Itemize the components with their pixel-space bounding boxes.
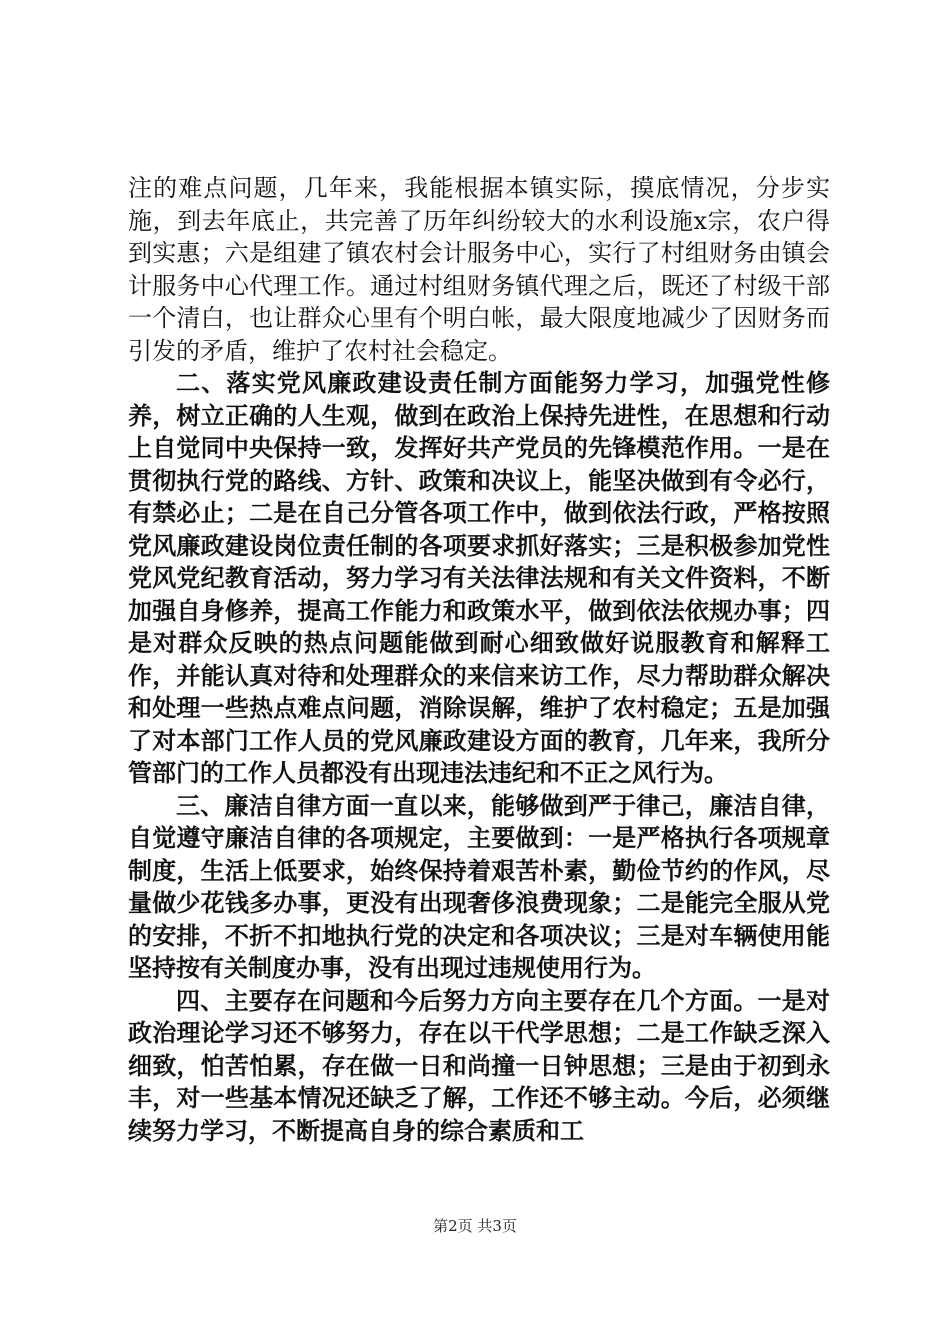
paragraph-3-body: 一直以来，能够做到严于律己，廉洁自律，自觉遵守廉洁自律的各项规定，主要做到：一是严格执行各项规章制度，生活上低要求，始终保持着艰苦朴素，勤俭节约的作风，尽量做少花钱多办事，更没有出现奢侈浪费现象；二是能完全服从党的安排，不折不扣地执行党的决定和各项决议；三是对车辆使用能坚持按有关制度办事，没有出现过违规使用行为。 bbox=[128, 790, 831, 982]
paragraph-4-heading: 四、主要存在问题和今后努力方向 bbox=[176, 985, 540, 1015]
page-number-footer: 第2页 共3页 bbox=[433, 1217, 517, 1235]
paragraph-4-body: 主要存在几个方面。一是对政治理论学习还不够努力，存在以干代学思想；二是工作缺乏深入细致，怕苦怕累，存在做一日和尚撞一日钟思想；三是由于初到永丰，对一些基本情况还缺乏了解，工作还不够主动。今后，必须继续努力学习，不断提高自身的综合素质和工 bbox=[128, 985, 831, 1145]
paragraph-3-heading: 三、廉洁自律方面 bbox=[176, 790, 370, 820]
body-text bbox=[128, 172, 830, 1147]
paragraph-2 bbox=[128, 367, 830, 790]
paragraph-2-heading: 二、落实党风廉政建设责任制方面 bbox=[176, 368, 554, 397]
paragraph-1: 注的难点问题，几年来，我能根据本镇实际，摸底情况，分步实施，到去年底止，共完善了历年纠纷较大的水利设施x宗，农户得到实惠；六是组建了镇农村会计服务中心，实行了村组财务由镇会计服务中心代理工作。通过村组财务镇代理之后，既还了村级干部一个清白，也让群众心里有个明白帐，最大限度地减少了因财务而引发的矛盾，维护了农村社会稳定。 bbox=[128, 174, 830, 365]
paragraph-3 bbox=[128, 790, 830, 985]
paragraph-2-body: 能努力学习，加强党性修养，树立正确的人生观，做到在政治上保持先进性，在思想和行动上自觉同中央保持一致，发挥好共产党员的先锋模范作用。一是在贯彻执行党的路线、方针、政策和决议上，能坚决做到有令必行，有禁必止；二是在自己分管各项工作中，做到依法行政，严格按照党风廉政建设岗位责任制的各项要求抓好落实；三是积极参加党性党风党纪教育活动，努力学习有关法律法规和有关文件资料，不断加强自身修养，提高工作能力和政策水平，做到依法依规办事；四是对群众反映的热点问题能做到耐心细致做好说服教育和解释工作，并能认真对待和处理群众的来信来访工作，尽力帮助群众解决和处理一些热点难点问题，消除误解，维护了农村稳定；五是加强了对本部门工作人员的党风廉政建设方面的教育，几年来，我所分管部门的工作人员都没有出现违法违纪和不正之风行为。 bbox=[128, 368, 830, 787]
paragraph-4 bbox=[128, 985, 830, 1148]
